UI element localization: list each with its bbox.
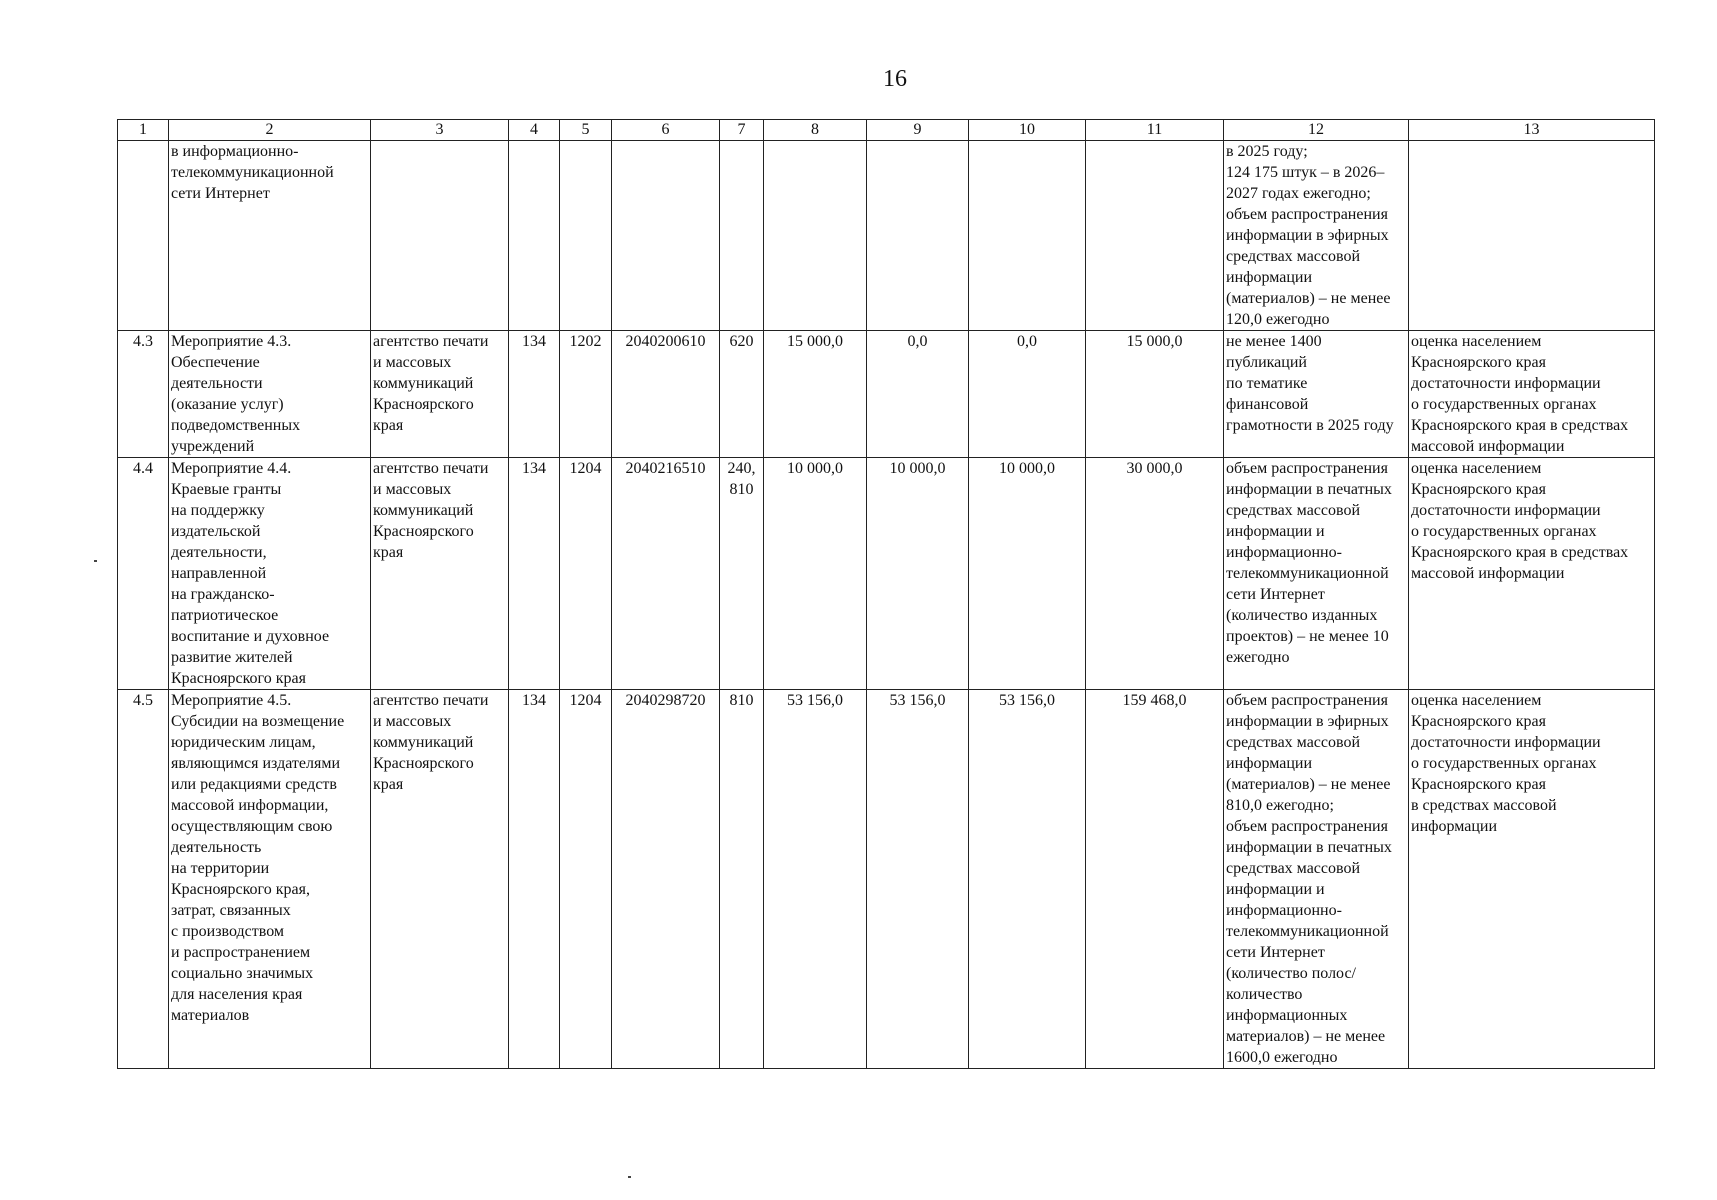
header-row: [118, 120, 1655, 141]
col-header-3: 3: [371, 120, 509, 141]
amount-col-9: [867, 141, 969, 331]
amount-col-10: 53 156,0: [969, 690, 1086, 1069]
impact-indicator: оценка населением Красноярского края достаточности информации о государственных органах Красноярского края в средствах массовой информации: [1409, 331, 1655, 458]
col-header-12: 12: [1224, 120, 1409, 141]
col-header-4: 4: [509, 120, 560, 141]
amount-total: 159 468,0: [1086, 690, 1224, 1069]
section-code: 1204: [560, 458, 612, 690]
row-number: 4.3: [118, 331, 169, 458]
amount-total: 15 000,0: [1086, 331, 1224, 458]
expense-type: 240, 810: [720, 458, 764, 690]
expected-result: не менее 1400 публикаций по тематике финансовой грамотности в 2025 году: [1224, 331, 1409, 458]
amount-total: 30 000,0: [1086, 458, 1224, 690]
responsible-agency: агентство печати и массовых коммуникаций Красноярского края: [371, 331, 509, 458]
amount-col-10: [969, 141, 1086, 331]
responsible-agency: [371, 141, 509, 331]
measure-name: Мероприятие 4.3. Обеспечение деятельности (оказание услуг) подведомственных учреждений: [169, 331, 371, 458]
table-row: [118, 690, 1655, 1069]
scan-speck: [628, 1176, 631, 1178]
expected-result: объем распространения информации в печатных средствах массовой информации и информационно- телекоммуникационной сети Интернет (количество изданных проектов) – не менее 10 ежегодно: [1224, 458, 1409, 690]
section-code: 1204: [560, 690, 612, 1069]
grbs-code: 134: [509, 331, 560, 458]
amount-total: [1086, 141, 1224, 331]
col-header-7: 7: [720, 120, 764, 141]
section-code: [560, 141, 612, 331]
target-article: 2040298720: [612, 690, 720, 1069]
measure-name: Мероприятие 4.4. Краевые гранты на поддержку издательской деятельности, направленной на гражданско- патриотическое воспитание и духовное развитие жителей Красноярского края: [169, 458, 371, 690]
col-header-1: 1: [118, 120, 169, 141]
col-header-5: 5: [560, 120, 612, 141]
amount-col-8: [764, 141, 867, 331]
expense-type: 810: [720, 690, 764, 1069]
impact-indicator: оценка населением Красноярского края достаточности информации о государственных органах Красноярского края в средствах массовой информации: [1409, 690, 1655, 1069]
grbs-code: 134: [509, 458, 560, 690]
impact-indicator: оценка населением Красноярского края достаточности информации о государственных органах Красноярского края в средствах массовой информации: [1409, 458, 1655, 690]
expected-result: объем распространения информации в эфирных средствах массовой информации (материалов) – не менее 810,0 ежегодно; объем распространения информации в печатных средствах массовой информации и информационно- телекоммуникационной сети Интернет (количество полос/ количество информационных материалов) – не менее 1600,0 ежегодно: [1224, 690, 1409, 1069]
program-measures-table: [117, 119, 1655, 1069]
measure-name: Мероприятие 4.5. Субсидии на возмещение юридическим лицам, являющимся издателями или редакциями средств массовой информации, осуществляющим свою деятельность на территории Красноярского края, затрат, связанных с производством и распространением социально значимых для населения края материалов: [169, 690, 371, 1069]
row-number: 4.4: [118, 458, 169, 690]
amount-col-10: 10 000,0: [969, 458, 1086, 690]
col-header-8: 8: [764, 120, 867, 141]
grbs-code: 134: [509, 690, 560, 1069]
amount-col-9: 53 156,0: [867, 690, 969, 1069]
expected-result: в 2025 году; 124 175 штук – в 2026– 2027 годах ежегодно; объем распространения информации в эфирных средствах массовой информации (материалов) – не менее 120,0 ежегодно: [1224, 141, 1409, 331]
section-code: 1202: [560, 331, 612, 458]
measure-name: в информационно- телекоммуникационной сети Интернет: [169, 141, 371, 331]
target-article: 2040200610: [612, 331, 720, 458]
target-article: [612, 141, 720, 331]
scan-speck: [94, 560, 97, 562]
amount-col-8: 53 156,0: [764, 690, 867, 1069]
col-header-10: 10: [969, 120, 1086, 141]
amount-col-9: 10 000,0: [867, 458, 969, 690]
table-row: [118, 458, 1655, 690]
target-article: 2040216510: [612, 458, 720, 690]
table-row: [118, 141, 1655, 331]
amount-col-9: 0,0: [867, 331, 969, 458]
col-header-6: 6: [612, 120, 720, 141]
col-header-11: 11: [1086, 120, 1224, 141]
responsible-agency: агентство печати и массовых коммуникаций Красноярского края: [371, 690, 509, 1069]
row-number: [118, 141, 169, 331]
amount-col-8: 10 000,0: [764, 458, 867, 690]
col-header-13: 13: [1409, 120, 1655, 141]
grbs-code: [509, 141, 560, 331]
page-number: 16: [883, 66, 907, 92]
amount-col-8: 15 000,0: [764, 331, 867, 458]
responsible-agency: агентство печати и массовых коммуникаций Красноярского края: [371, 458, 509, 690]
expense-type: [720, 141, 764, 331]
row-number: 4.5: [118, 690, 169, 1069]
col-header-2: 2: [169, 120, 371, 141]
col-header-9: 9: [867, 120, 969, 141]
impact-indicator: [1409, 141, 1655, 331]
table-row: [118, 331, 1655, 458]
amount-col-10: 0,0: [969, 331, 1086, 458]
expense-type: 620: [720, 331, 764, 458]
